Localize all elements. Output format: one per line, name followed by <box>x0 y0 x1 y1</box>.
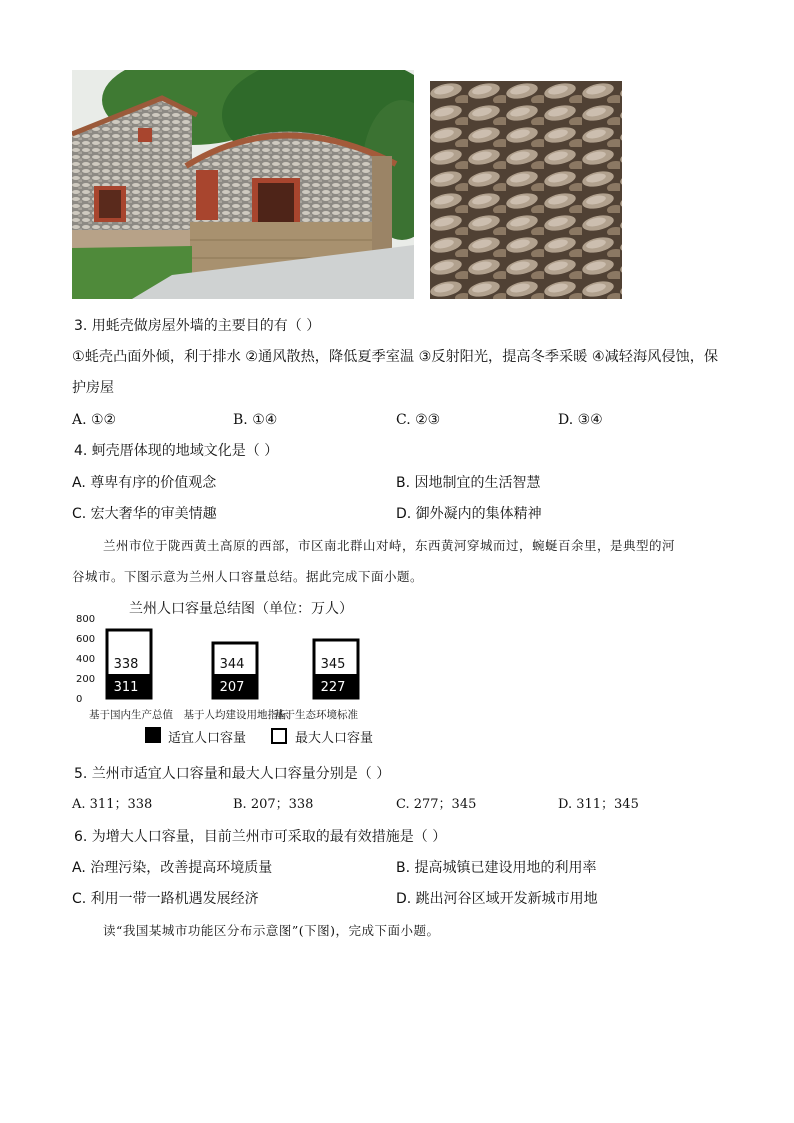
y-tick-label: 600 <box>76 634 96 645</box>
question-6-option-a[interactable]: A. 治理污染，改善提高环境质量 <box>72 860 273 876</box>
question-4-option-a[interactable]: A. 尊卑有序的价值观念 <box>72 475 217 491</box>
legend-swatch-maximum <box>271 728 287 744</box>
question-5-option-d[interactable]: D. 311；345 <box>558 797 639 812</box>
y-tick-label: 800 <box>76 614 96 625</box>
question-5-option-c[interactable]: C. 277；345 <box>396 797 477 812</box>
legend-label-maximum: 最大人口容量 <box>295 731 374 746</box>
legend-label-suitable: 适宜人口容量 <box>168 731 247 746</box>
question-3-option-b[interactable]: B. ①④ <box>233 412 278 428</box>
question-3-option-a[interactable]: A. ①② <box>72 412 117 428</box>
y-tick-label: 400 <box>76 654 96 665</box>
legend-swatch-suitable <box>145 727 161 743</box>
passage-lanzhou-line1: 兰州市位于陇西黄土高原的西部，市区南北群山对峙，东西黄河穿城而过，蜿蜒百余里，是典型的河 <box>103 538 676 553</box>
question-6-option-b[interactable]: B. 提高城镇已建设用地的利用率 <box>396 860 597 876</box>
x-category-label: 基于生态环境标准 <box>274 709 358 721</box>
question-5-option-a[interactable]: A. 311；338 <box>72 797 153 812</box>
question-6-stem: 6. 为增大人口容量，目前兰州市可采取的最有效措施是（ ） <box>74 829 447 845</box>
question-5-option-b[interactable]: B. 207；338 <box>233 797 314 812</box>
data-label-max: 338 <box>113 657 139 672</box>
question-3-statements-line1: ①蚝壳凸面外倾，利于排水 ②通风散热，降低夏季室温 ③反射阳光，提高冬季采暖 ④减轻海风侵蚀，保 <box>72 349 719 365</box>
question-5-stem: 5. 兰州市适宜人口容量和最大人口容量分别是（ ） <box>74 766 391 782</box>
data-label-suitable: 207 <box>219 680 245 695</box>
passage-city-functional-zones: 读“我国某城市功能区分布示意图”(下图)，完成下面小题。 <box>103 923 440 938</box>
x-category-label: 基于人均建设用地指标 <box>183 709 289 721</box>
chart-title: 兰州人口容量总结图（单位：万人） <box>129 601 353 617</box>
passage-lanzhou-line2: 谷城市。下图示意为兰州人口容量总结。据此完成下面小题。 <box>72 569 424 584</box>
question-3-statements-line2: 护房屋 <box>72 380 114 396</box>
oyster-shell-wall-closeup-photo <box>430 81 622 299</box>
oyster-shell-house-photo <box>72 70 414 299</box>
question-4-stem: 4. 蚵壳厝体现的地域文化是（ ） <box>74 443 279 459</box>
data-label-suitable: 311 <box>113 680 139 695</box>
question-6-option-d[interactable]: D. 跳出河谷区域开发新城市用地 <box>396 891 598 907</box>
data-label-max: 344 <box>219 657 245 672</box>
question-6-option-c[interactable]: C. 利用一带一路机遇发展经济 <box>72 891 259 907</box>
question-4-option-c[interactable]: C. 宏大奢华的审美情趣 <box>72 506 217 522</box>
data-label-max: 345 <box>320 657 346 672</box>
y-tick-label: 0 <box>76 694 83 705</box>
x-category-label: 基于国内生产总值 <box>89 709 173 721</box>
question-4-option-b[interactable]: B. 因地制宜的生活智慧 <box>396 475 541 491</box>
question-3-option-c[interactable]: C. ②③ <box>396 412 441 428</box>
question-4-option-d[interactable]: D. 御外凝内的集体精神 <box>396 506 542 522</box>
y-tick-label: 200 <box>76 674 96 685</box>
data-label-suitable: 227 <box>320 680 346 695</box>
question-3-stem: 3. 用蚝壳做房屋外墙的主要目的有（ ） <box>74 318 321 334</box>
question-3-option-d[interactable]: D. ③④ <box>558 412 603 428</box>
